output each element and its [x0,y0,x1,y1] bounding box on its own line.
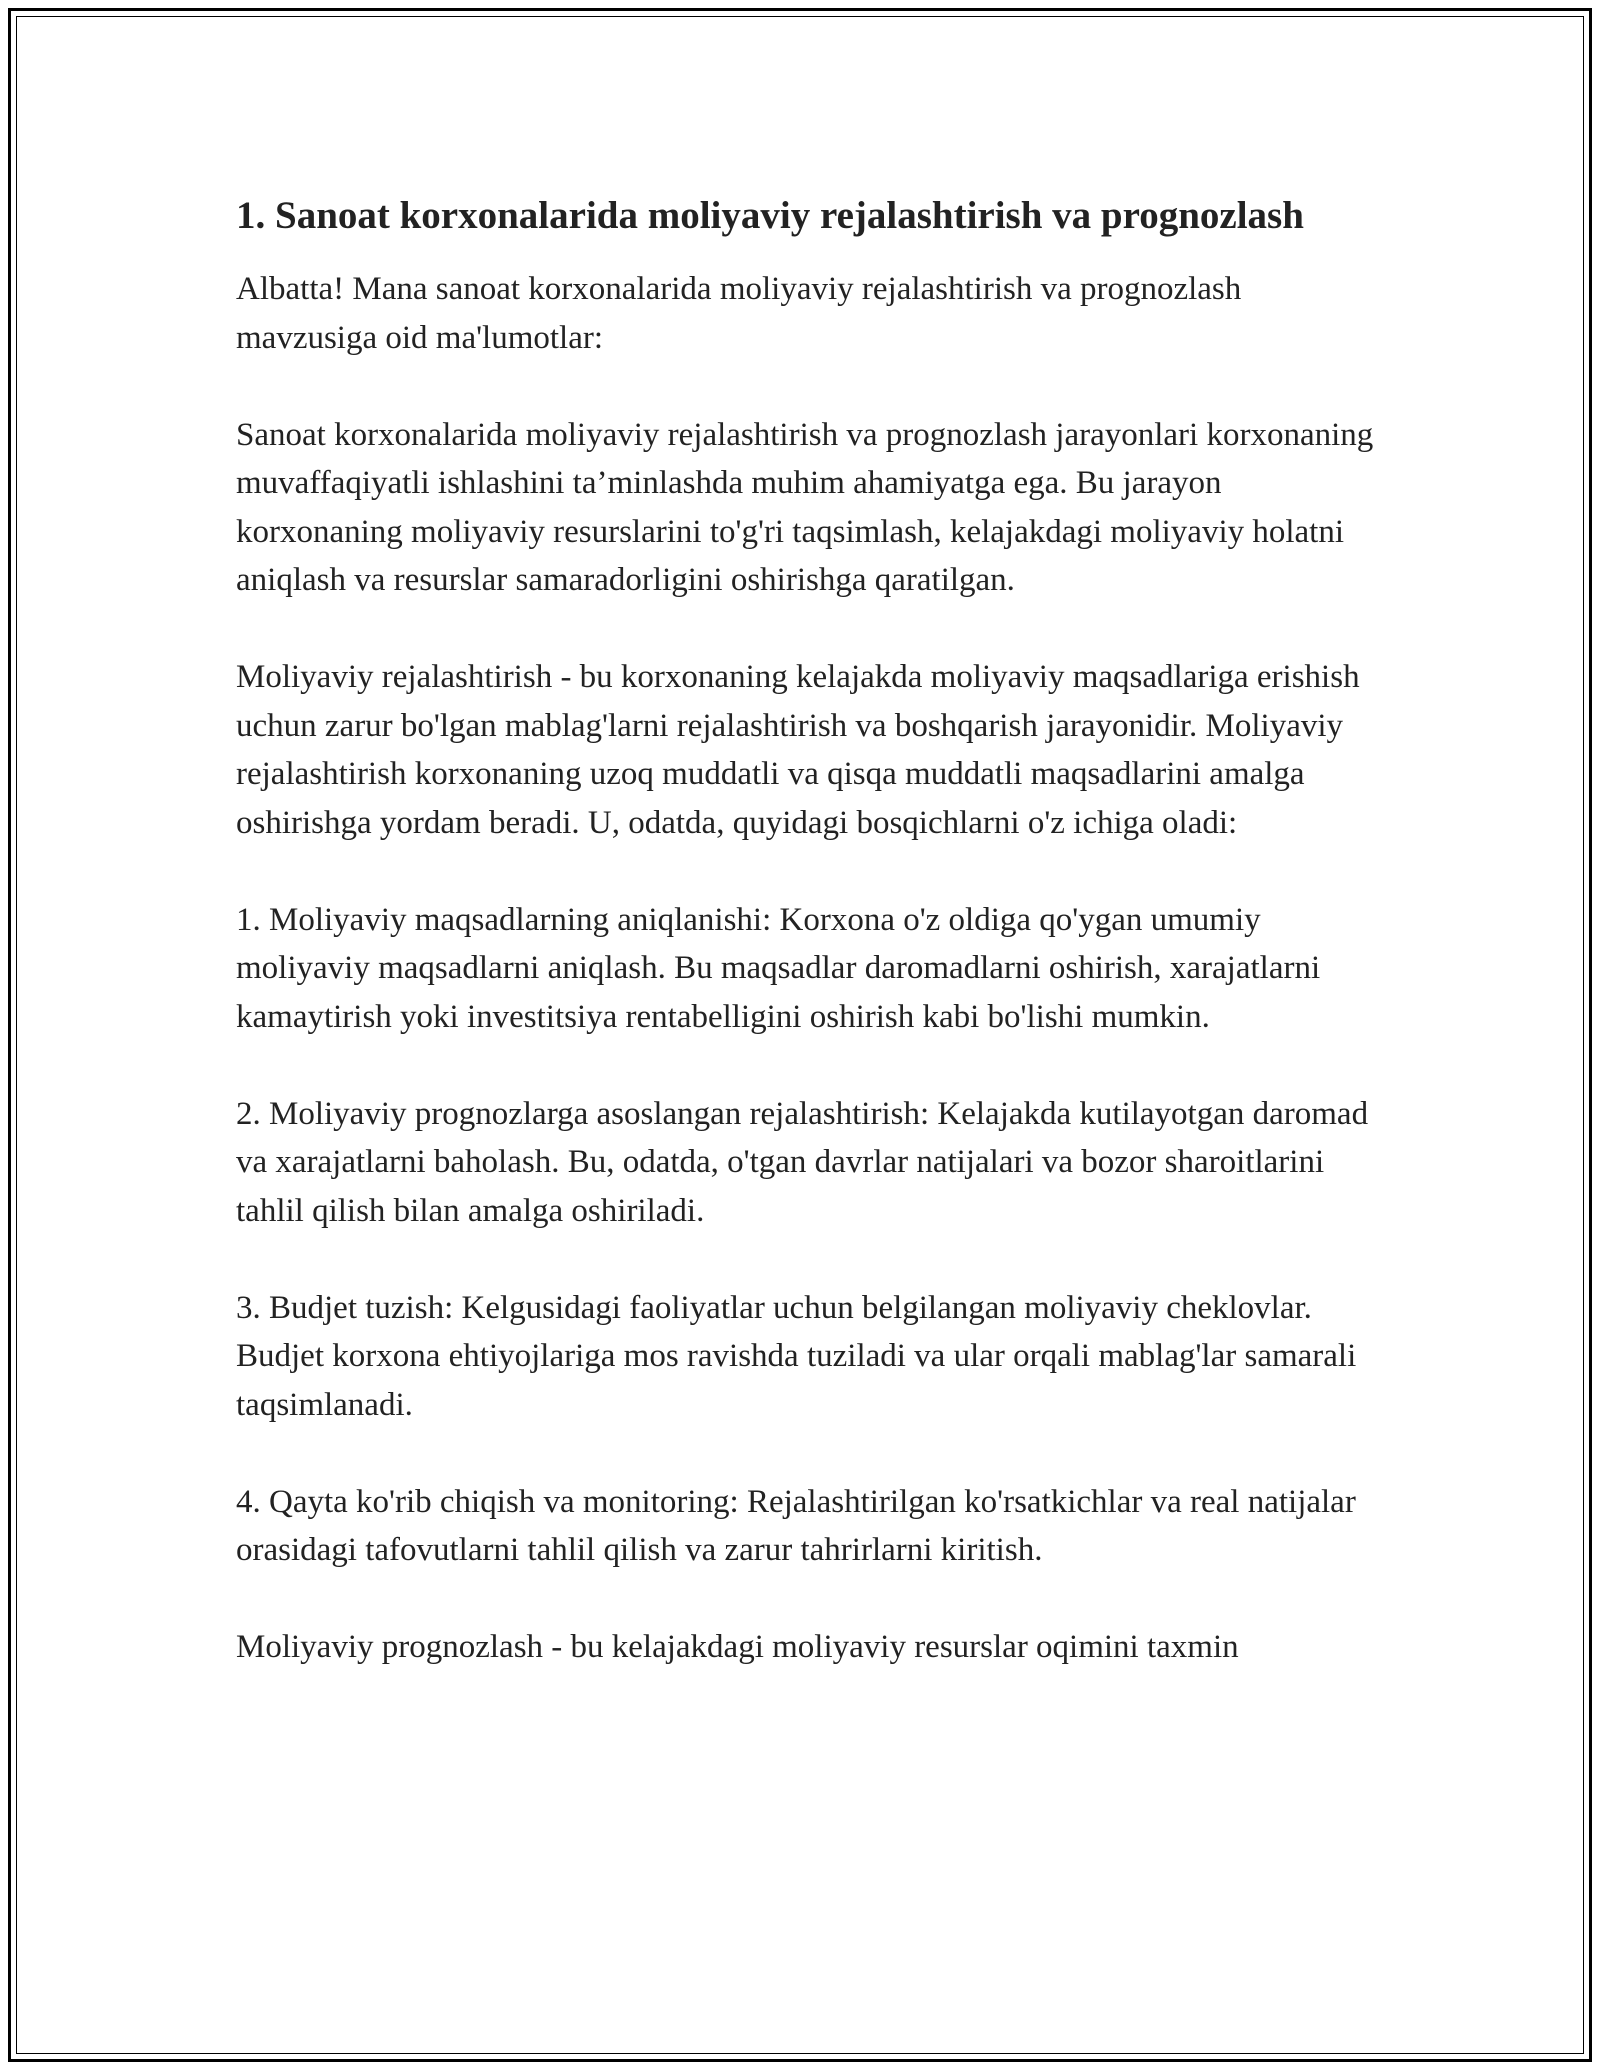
overview-paragraph: Sanoat korxonalarida moliyaviy rejalashtirish va prognozlash jarayonlari korxonaning muvaffaqiyatli ishlashini ta’minlashda muhim ahamiyatga ega. Bu jarayon korxonaning moliyaviy resurslarini to'g'ri taqsimlash, kelajakdagi moliyaviy holatni aniqlash va resurslar samaradorligini oshirishga qaratilgan. [236,416,1374,598]
intro-paragraph: Albatta! Mana sanoat korxonalarida moliyaviy rejalashtirish va prognozlash mavzusiga oid ma'lumotlar: [236,271,1242,356]
list-item-2: 2. Moliyaviy prognozlarga asoslangan rejalashtirish: Kelajakda kutilayotgan daromad va xarajatlarni baholash. Bu, odatda, o'tgan davrlar natijalari va bozor sharoitlarini tahlil qilish bilan amalga oshiriladi. [236,1095,1369,1229]
section-heading: 1. Sanoat korxonalarida moliyaviy rejalashtirish va prognozlash [236,194,1304,237]
planning-definition-paragraph: Moliyaviy rejalashtirish - bu korxonaning kelajakda moliyaviy maqsadlariga erishish uchun zarur bo'lgan mablag'larni rejalashtirish va boshqarish jarayonidir. Moliyaviy rejalashtirish korxonaning uzoq muddatli va qisqa muddatli maqsadlarini amalga oshirishga yordam beradi. U, odatda, quyidagi bosqichlarni o'z ichiga oladi: [236,659,1360,841]
list-item-4: 4. Qayta ko'rib chiqish va monitoring: Rejalashtirilgan ko'rsatkichlar va real natijalar orasidagi tafovutlarni tahlil qilish va zarur tahrirlarni kiritish. [236,1483,1356,1568]
list-item-1: 1. Moliyaviy maqsadlarning aniqlanishi: Korxona o'z oldiga qo'ygan umumiy moliyaviy maqsadlarni aniqlash. Bu maqsadlar daromadlarni oshirish, xarajatlarni kamaytirish yoki investitsiya rentabelligini oshirish kabi bo'lishi mumkin. [236,901,1321,1035]
forecasting-definition-paragraph: Moliyaviy prognozlash - bu kelajakdagi moliyaviy resurslar oqimini taxmin [236,1629,1239,1665]
list-item-3: 3. Budjet tuzish: Kelgusidagi faoliyatlar uchun belgilangan moliyaviy cheklovlar. Budjet korxona ehtiyojlariga mos ravishda tuziladi va ular orqali mablag'lar samarali taqsimlanadi. [236,1289,1357,1423]
document-body [236,188,1376,1720]
